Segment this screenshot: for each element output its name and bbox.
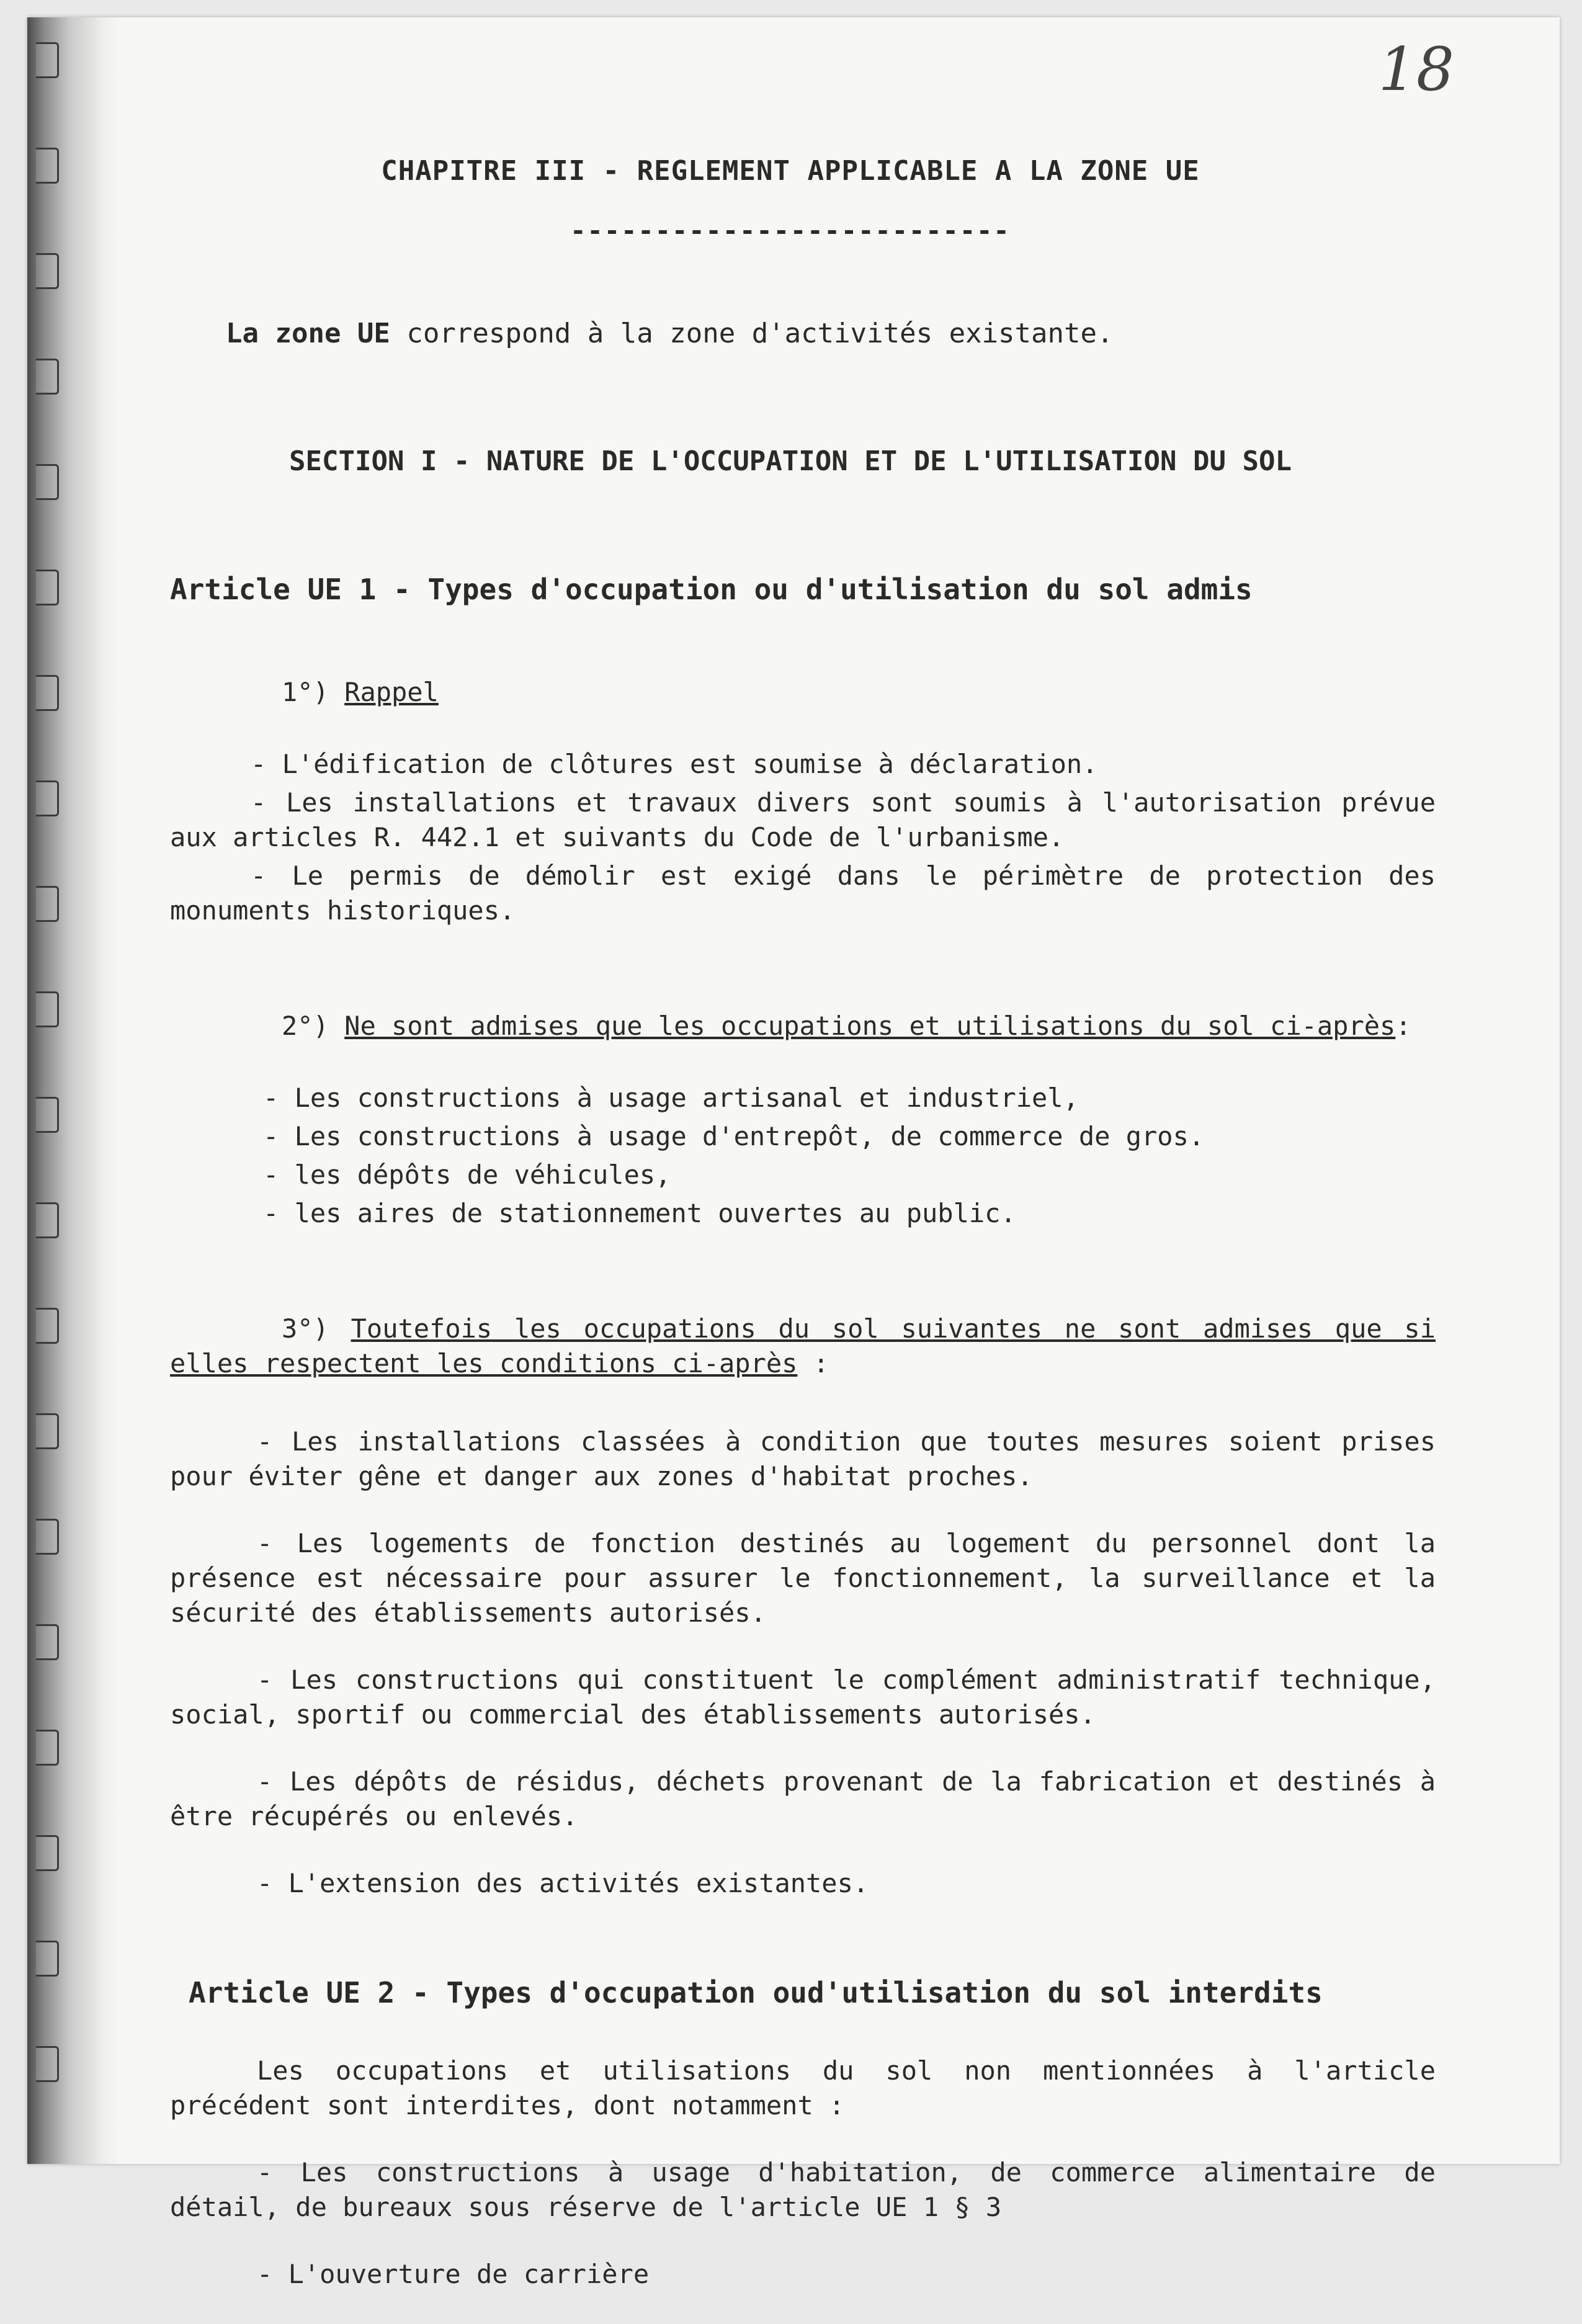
document-body — [145, 154, 1436, 2324]
list-item: - les dépôts de véhicules, — [263, 1160, 671, 1190]
page-number: 18 — [1378, 35, 1454, 104]
binding-hole-icon — [36, 991, 59, 1027]
binding-hole-icon — [36, 1835, 59, 1871]
list-item: - les aires de stationnement ouvertes au public. — [263, 1198, 1016, 1228]
binding-hole-icon — [36, 1624, 59, 1660]
spiral-binding — [27, 17, 120, 2164]
zone-intro-bold: La zone UE — [226, 318, 390, 349]
zone-intro — [226, 316, 1436, 351]
binding-hole-icon — [36, 570, 59, 606]
article-ue1-title: Article UE 1 - Types d'occupation ou d'utilisation du sol admis — [170, 573, 1253, 606]
list-item: - Les constructions à usage artisanal et industriel, — [263, 1083, 1079, 1113]
binding-hole-icon — [36, 1941, 59, 1977]
sub2-suffix: : — [1395, 1011, 1411, 1041]
sub1-number: 1°) — [282, 677, 345, 707]
sub2-list — [145, 1081, 1436, 1231]
document-page — [27, 17, 1560, 2289]
section-title: SECTION I - NATURE DE L'OCCUPATION ET DE L'UTILISATION DU SOL — [289, 445, 1292, 477]
zone-intro-text: correspond à la zone d'activités existante. — [390, 318, 1114, 349]
binding-hole-icon — [36, 464, 59, 500]
sub3-label: Toutefois les occupations du sol suivantes ne sont admises que si elles respectent les conditions ci-après — [170, 1313, 1436, 1379]
article-ue2-title: Article UE 2 - Types d'occupation oud'utilisation du sol interdits — [189, 1976, 1323, 2009]
chapter-title: CHAPITRE III - REGLEMENT APPLICABLE A LA ZONE UE — [381, 155, 1200, 187]
sub3-suffix: : — [797, 1348, 829, 1379]
prohibited-item: - L'ouverture de carrière — [257, 2259, 650, 2289]
binding-hole-icon — [36, 42, 59, 78]
condition-item: - Les logements de fonction destinés au logement du personnel dont la présence est nécessaire pour assurer le fonctionnement, la surveillance et la sécurité des établissements autorisés. — [170, 1528, 1436, 1628]
condition-item: - L'extension des activités existantes. — [257, 1868, 869, 1898]
title-rule: -------------------------- — [570, 215, 1011, 246]
sub3-number: 3°) — [282, 1313, 351, 1344]
sub2-number: 2°) — [282, 1011, 345, 1041]
binding-hole-icon — [36, 1097, 59, 1133]
binding-hole-icon — [36, 1519, 59, 1555]
binding-hole-icon — [36, 780, 59, 816]
sub1-list — [145, 747, 1436, 928]
article-ue1-sub3-heading — [170, 1312, 1436, 1381]
article-ue1-sub1-heading — [282, 675, 1436, 710]
binding-hole-icon — [36, 2046, 59, 2082]
binding-hole-icon — [36, 359, 59, 395]
prohibited-item: - Les constructions à usage d'habitation, de commerce alimentaire de détail, de bureaux sous réserve de l'article UE 1 § 3 — [170, 2157, 1436, 2222]
binding-hole-icon — [36, 675, 59, 711]
binding-hole-icon — [36, 1730, 59, 1766]
condition-item: - Les dépôts de résidus, déchets provenant de la fabrication et destinés à être récupérés ou enlevés. — [170, 1766, 1436, 1831]
list-item: - Les constructions à usage d'entrepôt, de commerce de gros. — [263, 1121, 1205, 1151]
list-item: - Les installations et travaux divers sont soumis à l'autorisation prévue aux articles R. 442.1 et suivants du Code de l'urbanisme. — [170, 787, 1436, 852]
binding-hole-icon — [36, 253, 59, 289]
condition-item: - Les constructions qui constituent le complément administratif technique, social, sportif ou commercial des établissements autorisés. — [170, 1665, 1436, 1730]
sub2-label: Ne sont admises que les occupations et utilisations du sol ci-après — [344, 1011, 1396, 1041]
article-ue2-intro: Les occupations et utilisations du sol non mentionnées à l'article précédent sont interdites, dont notamment : — [170, 2055, 1436, 2121]
sub1-label: Rappel — [344, 677, 439, 707]
list-item: - Le permis de démolir est exigé dans le périmètre de protection des monuments historiques. — [170, 860, 1436, 926]
binding-hole-icon — [36, 1202, 59, 1238]
binding-hole-icon — [36, 1308, 59, 1344]
list-item: - L'édification de clôtures est soumise à déclaration. — [251, 749, 1098, 779]
condition-item: - Les installations classées à condition que toutes mesures soient prises pour éviter gêne et danger aux zones d'habitat proches. — [170, 1426, 1436, 1491]
article-ue1-sub2-heading — [282, 1009, 1436, 1044]
binding-hole-icon — [36, 1413, 59, 1449]
binding-hole-icon — [36, 886, 59, 922]
binding-hole-icon — [36, 148, 59, 184]
